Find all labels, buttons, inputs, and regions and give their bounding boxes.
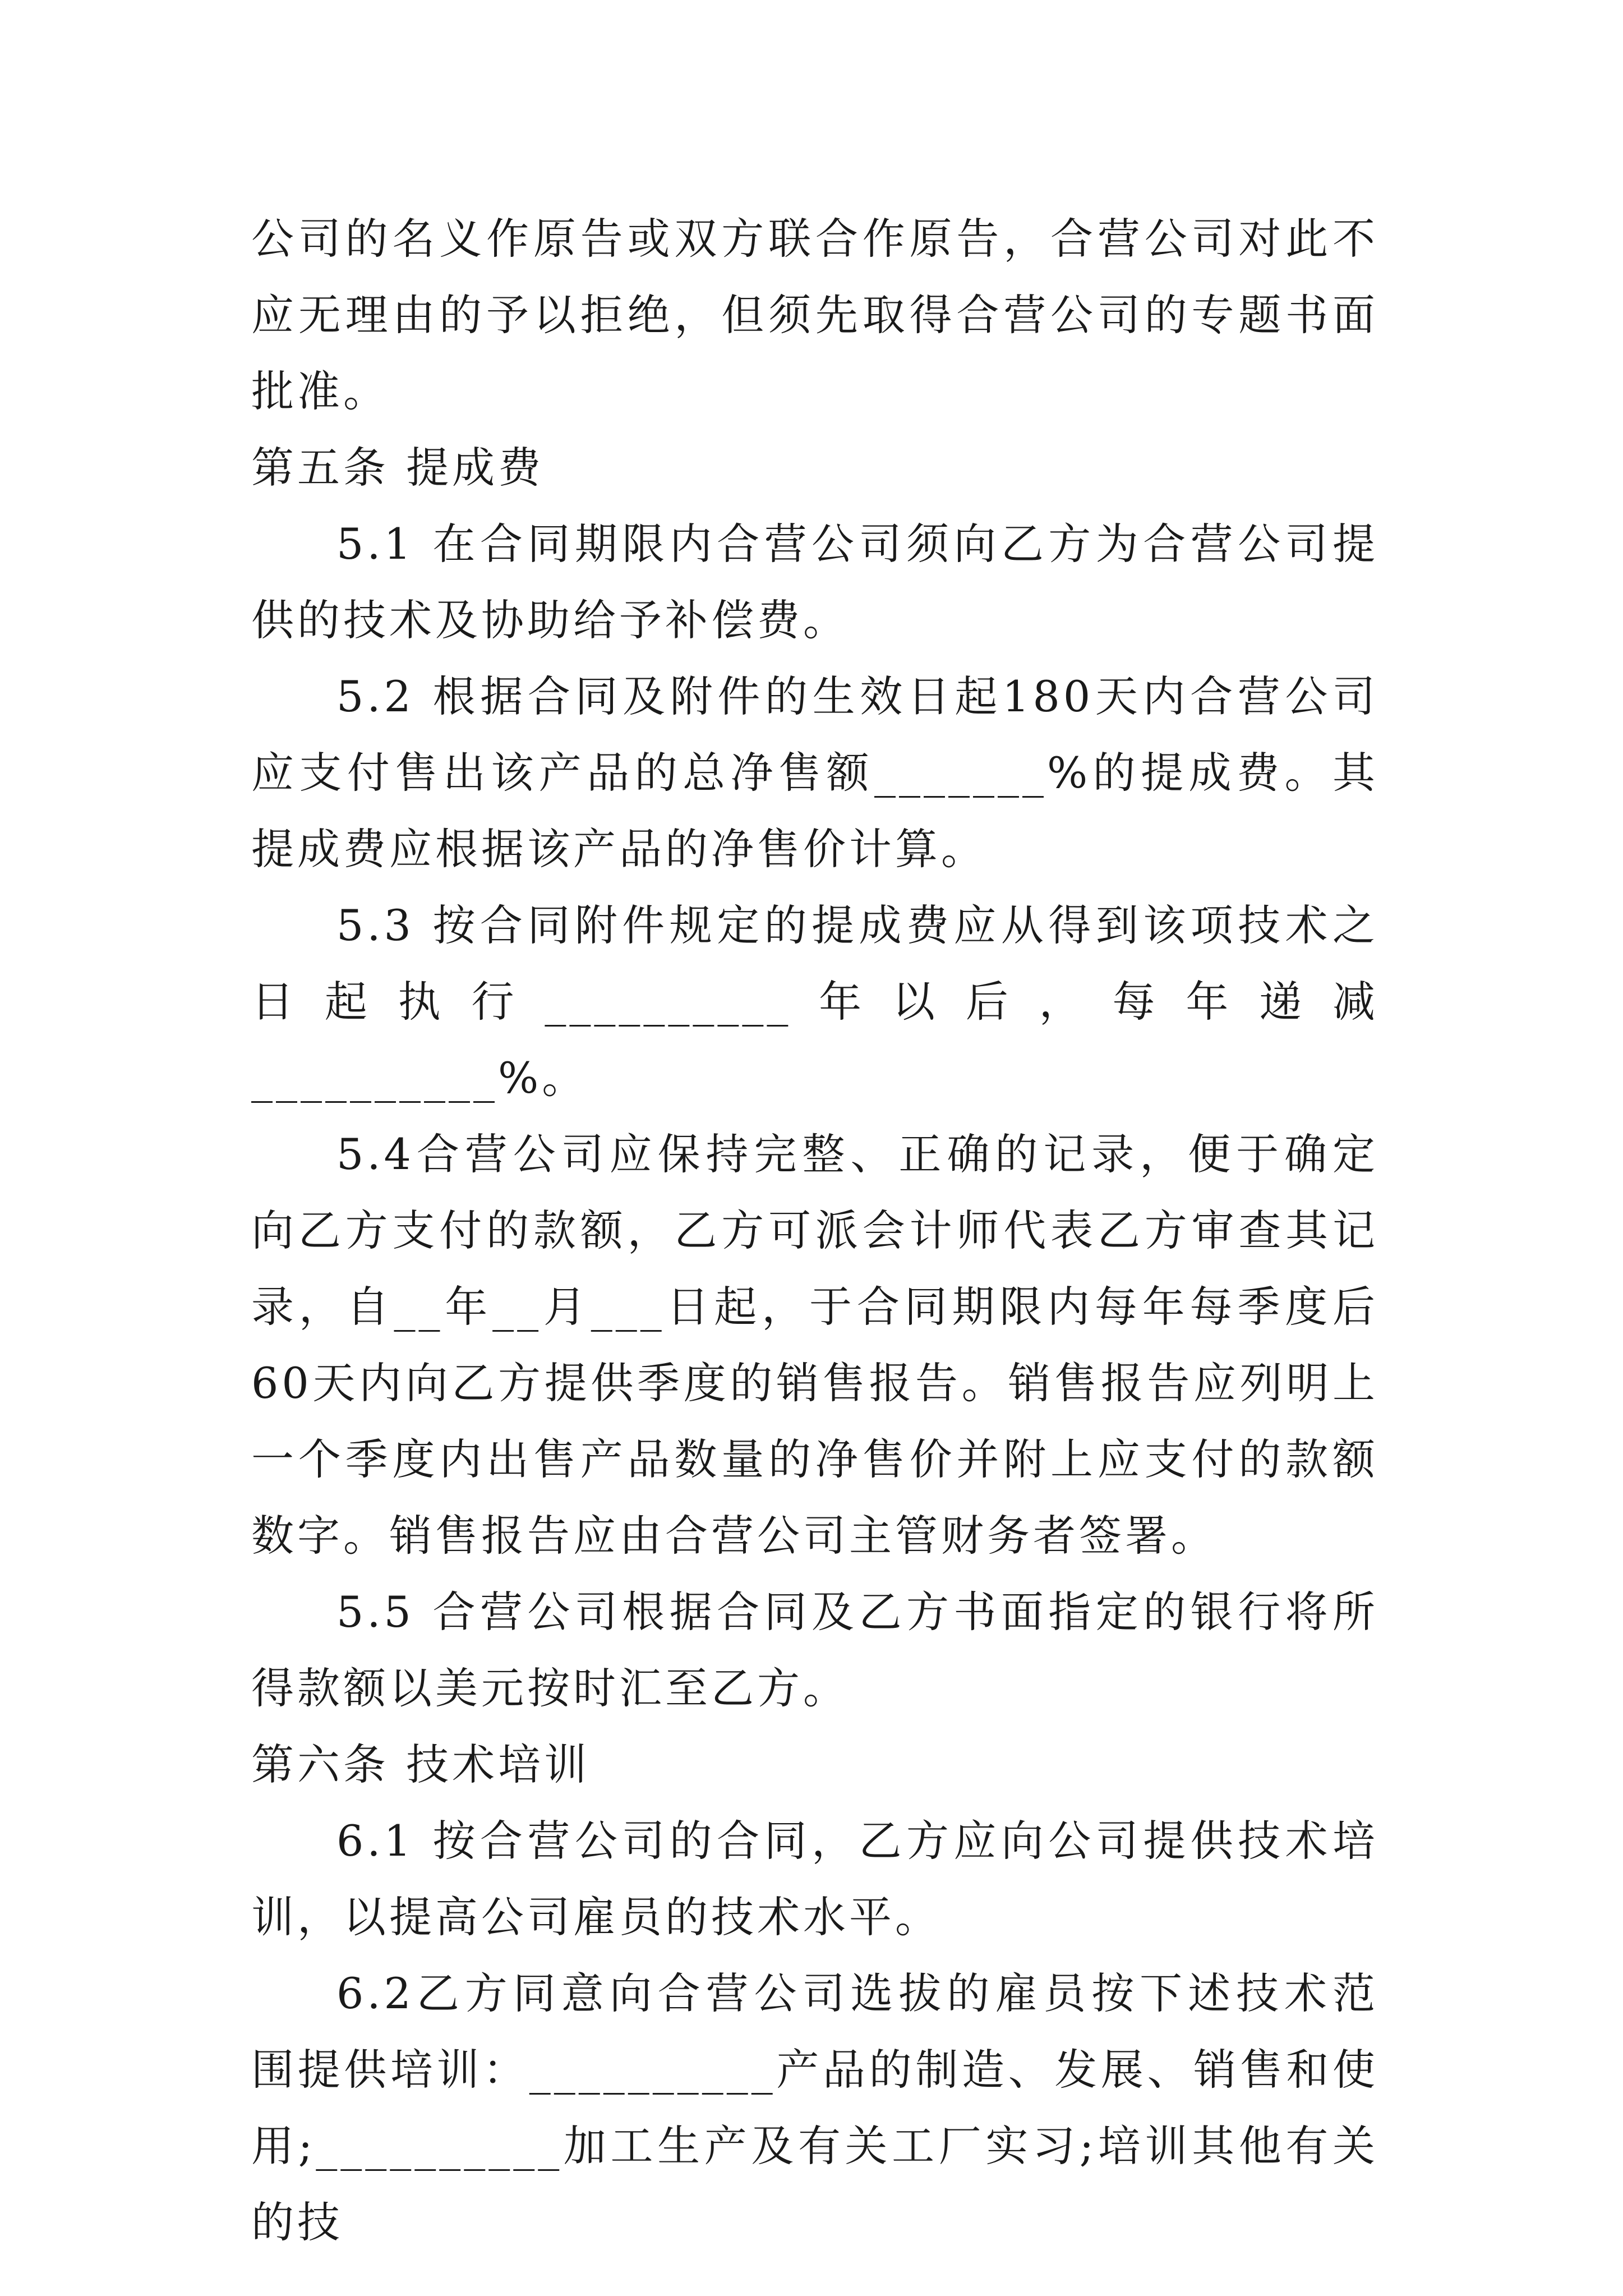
clause-5-3: 5.3 按合同附件规定的提成费应从得到该项技术之日起执行__________年以后，每年递减__________%。 (251, 900, 1378, 1103)
document-body (251, 201, 1378, 2261)
clause-5-2: 5.2 根据合同及附件的生效日起180天内合营公司应支付售出该产品的总净售额_______%的提成费。其提成费应根据该产品的净售价计算。 (251, 671, 1378, 874)
paragraph-continuation: 公司的名义作原告或双方联合作原告，合营公司对此不应无理由的予以拒绝，但须先取得合营公司的专题书面批准。 (251, 214, 1378, 416)
clause-5-5: 5.5 合营公司根据合同及乙方书面指定的银行将所得款额以美元按时汇至乙方。 (251, 1587, 1378, 1713)
clause-6-2: 6.2乙方同意向合营公司选拔的雇员按下述技术范围提供培训：__________产品的制造、发展、销售和使用;__________加工生产及有关工厂实习;培训其他有关的技 (251, 1968, 1378, 2247)
clause-5-4: 5.4合营公司应保持完整、正确的记录，便于确定向乙方支付的款额，乙方可派会计师代表乙方审查其记录，自__年__月___日起，于合同期限内每年每季度后60天内向乙方提供季度的销售报告。销售报告应列明上一个季度内出售产品数量的净售价并附上应支付的款额数字。销售报告应由合营公司主管财务者签署。 (251, 1129, 1378, 1561)
article-six-heading: 第六条 技术培训 (251, 1740, 591, 1789)
clause-6-1: 6.1 按合营公司的合同，乙方应向公司提供技术培训，以提高公司雇员的技术水平。 (251, 1816, 1378, 1942)
clause-5-1: 5.1 在合同期限内合营公司须向乙方为合营公司提供的技术及协助给予补偿费。 (251, 519, 1378, 645)
article-five-heading: 第五条 提成费 (251, 443, 545, 493)
